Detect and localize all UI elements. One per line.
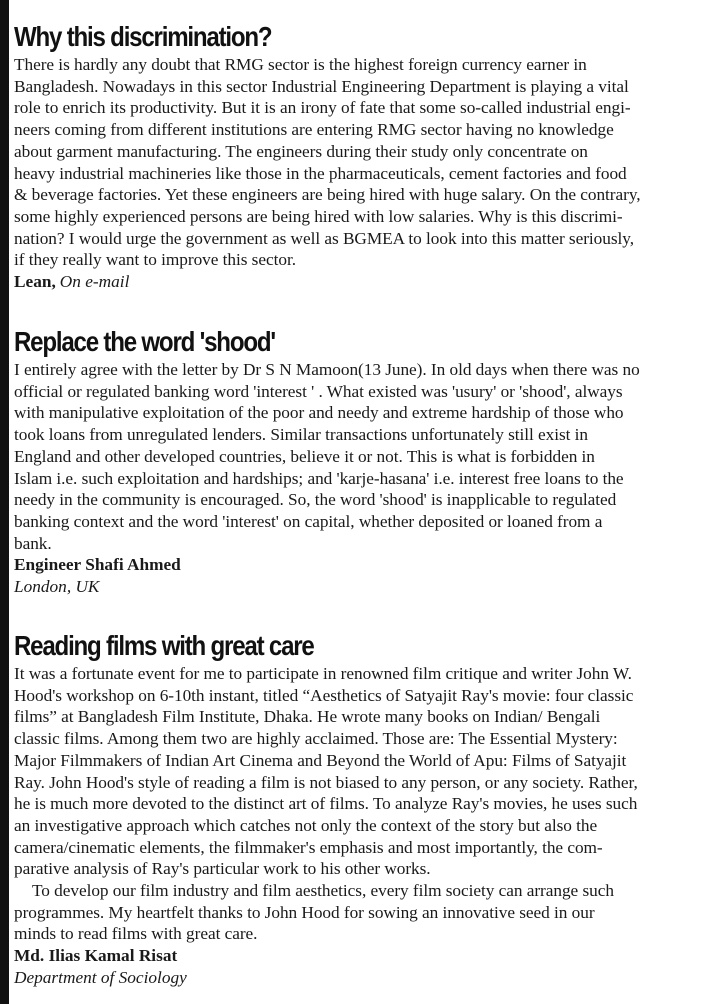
letter-headline: Replace the word 'shood' xyxy=(14,326,275,357)
signature-name: Md. Ilias Kamal Risat xyxy=(14,946,178,966)
signature-name: Engineer Shafi Ahmed xyxy=(14,555,181,575)
letter-signature-name xyxy=(14,945,718,967)
letter-body-paragraph-2: To develop our film industry and film aesthetics, every film society can arrange such programmes. My heartfelt thanks to John Hood for sowing an innovative seed in our minds to read films with great care. xyxy=(14,881,614,944)
signature-place: London, UK xyxy=(14,577,100,597)
letter-signature xyxy=(14,271,718,293)
letter-signature-place xyxy=(14,967,718,989)
signature-place: Department of Sociology xyxy=(14,967,187,987)
letter-shood xyxy=(14,325,718,598)
letter-signature-place xyxy=(14,576,718,598)
letter-body: There is hardly any doubt that RMG sector is the highest foreign currency earner in Bangladesh. Nowadays in this sector Industrial Engineering Department is playing a vital role to enrich its productivity. But it is an irony of fate that some so-called industrial engi- neers coming from different institutions are entering RMG sector having no knowledge about garment manufacturing. The engineers during their study only concentrate on heavy industrial machineries like those in the pharmaceuticals, cement factories and food & beverage factories. Yet these engineers are being hired with huge salary. On the contrary, some highly experienced persons are being hired with low salaries. Why is this discrimi- nation? I would urge the government as well as BGMEA to look into this matter seriously, if they really want to improve this sector. xyxy=(14,55,641,270)
letter-discrimination xyxy=(14,20,718,293)
signature-name: Lean, xyxy=(14,272,56,292)
signature-place: On e-mail xyxy=(59,272,130,292)
letter-body: It was a fortunate event for me to participate in renowned film critique and writer John W. Hood's workshop on 6-10th instant, titled “Aesthetics of Satyajit Ray's movie: four classic films” at Bangladesh Film Institute, Dhaka. He wrote many books on Indian/ Bengali classic films. Among them two are highly acclaimed. Those are: The Essential Mystery: Major Filmmakers of Indian Art Cinema and Beyond the World of Apu: Films of Satyajit Ray. John Hood's style of reading a film is not biased to any person, or any society. Rather, he is much more devoted to the distinct art of films. To analyze Ray's movies, he uses such an investigative approach which catches not only the context of the story but also the camera/cinematic elements, the filmmaker's emphasis and most importantly, the com- parative analysis of Ray's particular work to his other works. xyxy=(14,664,638,879)
left-margin-rule xyxy=(0,0,9,1004)
letter-body: I entirely agree with the letter by Dr S N Mamoon(13 June). In old days when there was no official or regulated banking word 'interest ' . What existed was 'usury' or 'shood', always with manipulative exploitation of the poor and needy and extreme hardship of those who took loans from unregulated lenders. Similar transactions unfortunately still exist in England and other developed countries, believe it or not. This is what is forbidden in Islam i.e. such exploitation and hardships; and 'karje-hasana' i.e. interest free loans to the needy in the community is encouraged. So, the word 'shood' is inapplicable to regulated banking context and the word 'interest' on capital, whether deposited or loaned from a bank. xyxy=(14,360,640,553)
letter-films xyxy=(14,629,718,989)
letter-headline: Reading films with great care xyxy=(14,630,314,661)
letter-signature-name xyxy=(14,554,718,576)
letter-headline: Why this discrimination? xyxy=(14,21,272,52)
